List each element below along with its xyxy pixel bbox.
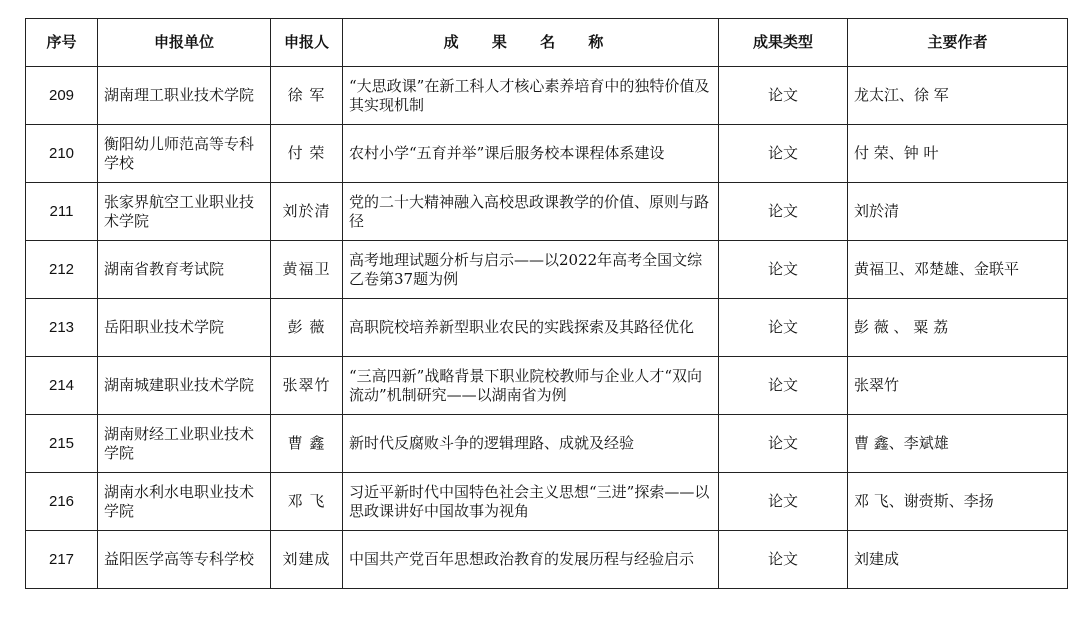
cell-type: 论文 [719, 357, 848, 415]
cell-unit: 湖南理工职业技术学院 [98, 67, 271, 125]
cell-authors: 曹 鑫、李斌雄 [848, 415, 1068, 473]
header-title: 成 果 名 称 [343, 19, 719, 67]
table-row [26, 357, 1068, 415]
header-authors: 主要作者 [848, 19, 1068, 67]
header-row [26, 19, 1068, 67]
cell-unit: 湖南城建职业技术学院 [98, 357, 271, 415]
table-row [26, 241, 1068, 299]
cell-title: “三高四新”战略背景下职业院校教师与企业人才“双向流动”机制研究——以湖南省为例 [343, 357, 719, 415]
cell-unit: 岳阳职业技术学院 [98, 299, 271, 357]
cell-authors: 彭 薇 、 粟 荔 [848, 299, 1068, 357]
cell-title: 农村小学“五育并举”课后服务校本课程体系建设 [343, 125, 719, 183]
cell-authors: 邓 飞、谢赍斯、李扬 [848, 473, 1068, 531]
cell-num: 213 [26, 299, 98, 357]
cell-person: 刘於清 [271, 183, 343, 241]
cell-person: 张翠竹 [271, 357, 343, 415]
cell-authors: 张翠竹 [848, 357, 1068, 415]
cell-type: 论文 [719, 531, 848, 589]
cell-title: 习近平新时代中国特色社会主义思想“三进”探索——以思政课讲好中国故事为视角 [343, 473, 719, 531]
table-row [26, 125, 1068, 183]
cell-title: 高职院校培养新型职业农民的实践探索及其路径优化 [343, 299, 719, 357]
table-row [26, 415, 1068, 473]
cell-person: 刘建成 [271, 531, 343, 589]
table-row [26, 67, 1068, 125]
header-unit: 申报单位 [98, 19, 271, 67]
header-person: 申报人 [271, 19, 343, 67]
cell-type: 论文 [719, 415, 848, 473]
cell-type: 论文 [719, 125, 848, 183]
cell-authors: 刘建成 [848, 531, 1068, 589]
cell-title: 高考地理试题分析与启示——以2022年高考全国文综乙卷第37题为例 [343, 241, 719, 299]
cell-num: 211 [26, 183, 98, 241]
header-num: 序号 [26, 19, 98, 67]
cell-type: 论文 [719, 241, 848, 299]
cell-unit: 湖南省教育考试院 [98, 241, 271, 299]
cell-authors: 龙太江、徐 军 [848, 67, 1068, 125]
cell-person: 曹 鑫 [271, 415, 343, 473]
cell-authors: 付 荣、钟 叶 [848, 125, 1068, 183]
cell-unit: 衡阳幼儿师范高等专科学校 [98, 125, 271, 183]
cell-unit: 张家界航空工业职业技术学院 [98, 183, 271, 241]
cell-authors: 黄福卫、邓楚雄、金联平 [848, 241, 1068, 299]
cell-title: 中国共产党百年思想政治教育的发展历程与经验启示 [343, 531, 719, 589]
cell-type: 论文 [719, 67, 848, 125]
cell-person: 彭 薇 [271, 299, 343, 357]
table-row [26, 531, 1068, 589]
table-row [26, 299, 1068, 357]
cell-person: 付 荣 [271, 125, 343, 183]
cell-num: 212 [26, 241, 98, 299]
cell-type: 论文 [719, 183, 848, 241]
cell-unit: 湖南水利水电职业技术学院 [98, 473, 271, 531]
cell-title: “大思政课”在新工科人才核心素养培育中的独特价值及其实现机制 [343, 67, 719, 125]
cell-title: 新时代反腐败斗争的逻辑理路、成就及经验 [343, 415, 719, 473]
cell-unit: 湖南财经工业职业技术学院 [98, 415, 271, 473]
cell-num: 217 [26, 531, 98, 589]
cell-num: 214 [26, 357, 98, 415]
achievement-table [25, 18, 1068, 589]
cell-num: 209 [26, 67, 98, 125]
cell-person: 黄福卫 [271, 241, 343, 299]
cell-type: 论文 [719, 299, 848, 357]
header-type: 成果类型 [719, 19, 848, 67]
cell-num: 215 [26, 415, 98, 473]
cell-title: 党的二十大精神融入高校思政课教学的价值、原则与路径 [343, 183, 719, 241]
cell-num: 216 [26, 473, 98, 531]
cell-person: 邓 飞 [271, 473, 343, 531]
cell-type: 论文 [719, 473, 848, 531]
cell-num: 210 [26, 125, 98, 183]
cell-person: 徐 军 [271, 67, 343, 125]
table-row [26, 473, 1068, 531]
cell-authors: 刘於清 [848, 183, 1068, 241]
table-row [26, 183, 1068, 241]
cell-unit: 益阳医学高等专科学校 [98, 531, 271, 589]
